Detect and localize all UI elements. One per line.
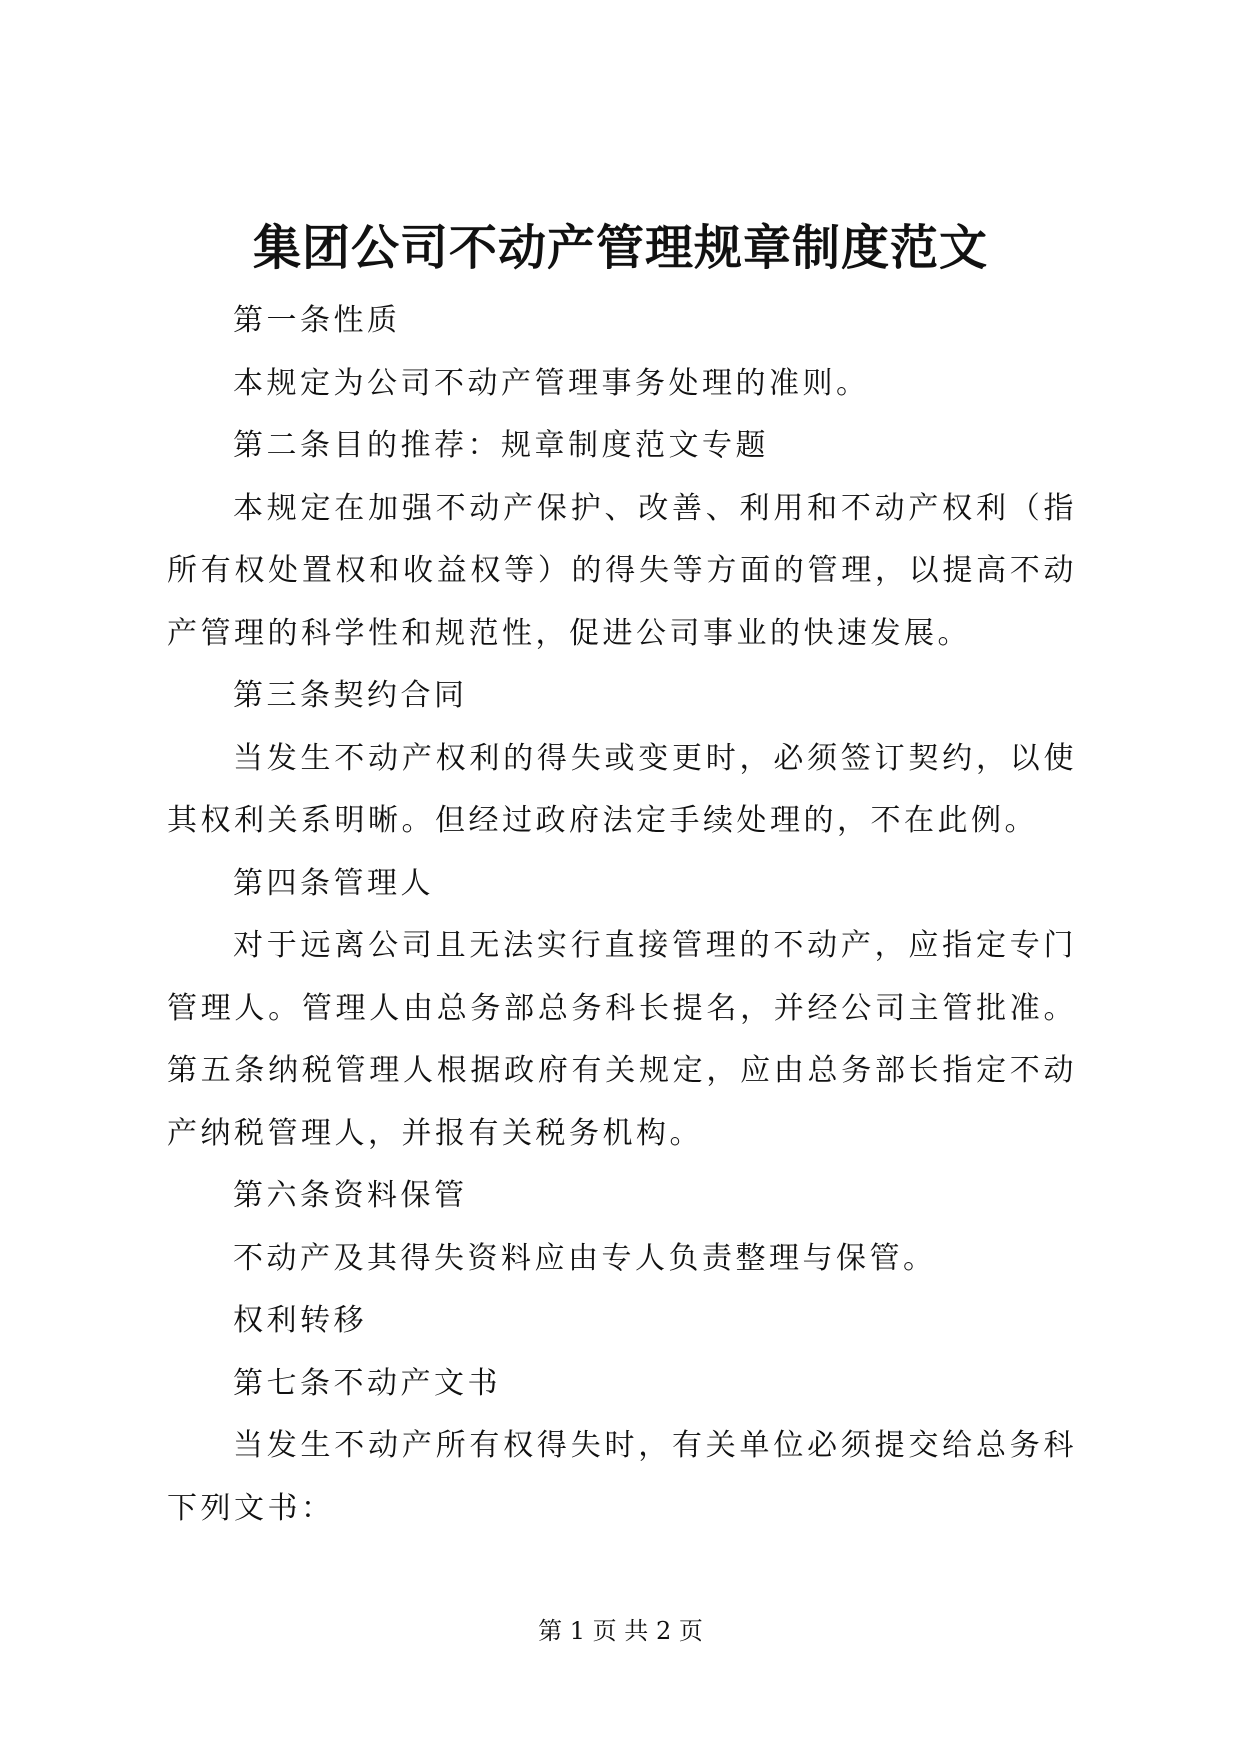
paragraph-article-3-text: 当发生不动产权利的得失或变更时，必须签订契约，以使其权利关系明晰。但经过政府法定手续处理的，不在此例。 bbox=[167, 740, 1077, 838]
paragraph-article-7-heading: 第七条不动产文书 bbox=[233, 1365, 501, 1401]
section-heading-rights-transfer: 权利转移 bbox=[233, 1303, 367, 1338]
page-number-footer: 第 1 页 共 2 页 bbox=[538, 1617, 703, 1645]
paragraph-article-7-text: 当发生不动产所有权得失时，有关单位必须提交给总务科下列文书： bbox=[167, 1428, 1077, 1526]
paragraph-article-4-5-text: 对于远离公司且无法实行直接管理的不动产，应指定专门管理人。管理人由总务部总务科长提名，并经公司主管批准。第五条纳税管理人根据政府有关规定，应由总务部长指定不动产纳税管理人，并报有关税务机构。 bbox=[167, 928, 1077, 1151]
paragraph-article-6-text: 不动产及其得失资料应由专人负责整理与保管。 bbox=[233, 1240, 937, 1276]
paragraph-article-6-heading: 第六条资料保管 bbox=[233, 1178, 468, 1213]
paragraph-article-1-text: 本规定为公司不动产管理事务处理的准则。 bbox=[233, 365, 870, 401]
document-title: 集团公司不动产管理规章制度范文 bbox=[252, 220, 988, 276]
paragraph-article-2-heading: 第二条目的推荐：规章制度范文专题 bbox=[233, 428, 769, 463]
document-body bbox=[167, 290, 1077, 1540]
paragraph-article-3-heading: 第三条契约合同 bbox=[233, 678, 468, 713]
paragraph-article-4-heading: 第四条管理人 bbox=[233, 865, 434, 901]
paragraph-article-2-text: 本规定在加强不动产保护、改善、利用和不动产权利（指所有权处置权和收益权等）的得失等方面的管理，以提高不动产管理的科学性和规范性，促进公司事业的快速发展。 bbox=[167, 490, 1077, 651]
paragraph-article-1-heading: 第一条性质 bbox=[233, 303, 401, 338]
